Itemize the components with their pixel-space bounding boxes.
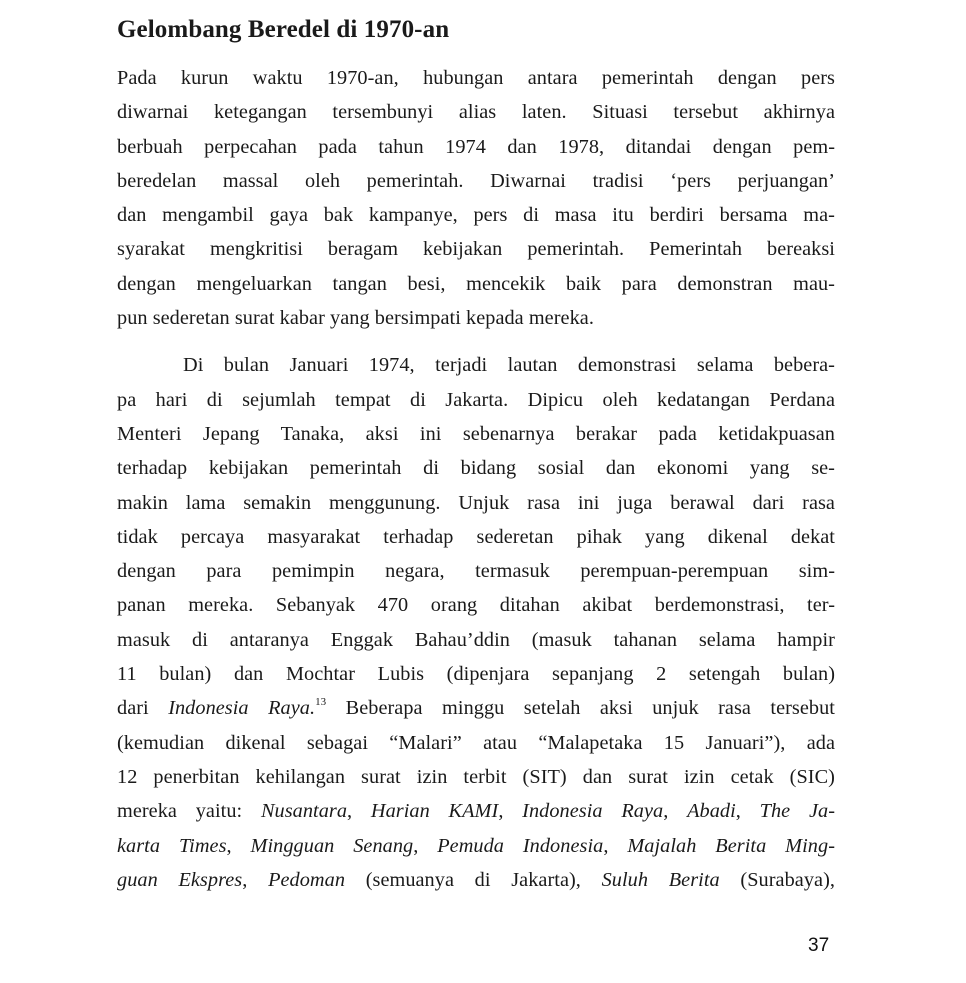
paragraph-2-line-9: masuk di antaranya Enggak Bahau’ddin (masuk tahanan selama hampir — [117, 628, 835, 651]
separator: , — [226, 834, 251, 857]
paragraph-1-line-5: dan mengambil gaya bak kampanye, pers di masa itu berdiri bersama ma- — [117, 204, 835, 227]
publication-title: Abadi — [687, 800, 736, 823]
separator: , — [735, 800, 760, 823]
paragraph-1 — [117, 61, 835, 335]
line-text: (semuanya di Jakarta), — [345, 868, 602, 891]
paragraph-2-line-13: 12 penerbitan kehilangan surat izin terbit (SIT) dan surat izin cetak (SIC) — [117, 765, 835, 788]
publication-title: Indonesia Raya — [522, 800, 664, 823]
paragraph-1-line-6: syarakat mengkritisi beragam kebijakan pemerintah. Pemerintah bereaksi — [117, 238, 835, 261]
publication-title: Indonesia Raya. — [168, 697, 316, 720]
paragraph-1-line-1: Pada kurun waktu 1970-an, hubungan antara pemerintah dengan pers — [117, 67, 835, 89]
paragraph-2-line-12: (kemudian dikenal sebagai “Malari” atau “Malapetaka 15 Januari”), ada — [117, 731, 835, 754]
paragraph-2-line-3: Menteri Jepang Tanaka, aksi ini sebenarnya berakar pada ketidakpuasan — [117, 422, 835, 445]
page-body — [117, 0, 835, 897]
paragraph-2-line-1: Di bulan Januari 1974, terjadi lautan demonstrasi selama bebera- — [183, 354, 835, 377]
line-text: dari — [117, 697, 169, 720]
paragraph-2-line-15 — [117, 829, 835, 863]
paragraph-2-line-16 — [117, 863, 835, 897]
line-text: mereka yaitu: — [117, 800, 261, 823]
publication-title: guan Ekspres — [117, 868, 243, 891]
footnote-marker: 13 — [315, 696, 327, 709]
publication-title: Harian KAMI — [370, 800, 499, 823]
paragraph-1-line-2: diwarnai ketegangan tersembunyi alias laten. Situasi tersebut akhirnya — [117, 101, 835, 124]
separator: , — [242, 868, 269, 891]
paragraph-2-line-8: panan mereka. Sebanyak 470 orang ditahan akibat berdemonstrasi, ter- — [117, 594, 835, 617]
separator: , — [663, 800, 688, 823]
paragraph-2-line-11 — [117, 691, 835, 725]
section-heading: Gelombang Beredel di 1970-an — [117, 16, 450, 43]
paragraph-2-line-10: 11 bulan) dan Mochtar Lubis (dipenjara sepanjang 2 setengah bulan) — [117, 663, 835, 686]
line-text: Beberapa minggu setelah aksi unjuk rasa tersebut — [326, 697, 835, 720]
line-text: (Surabaya), — [719, 868, 835, 891]
paragraph-1-line-3: berbuah perpecahan pada tahun 1974 dan 1978, ditandai dengan pem- — [117, 135, 835, 158]
paragraph-2-line-7: dengan para pemimpin negara, termasuk perempuan-perempuan sim- — [117, 560, 835, 583]
separator: , — [603, 834, 628, 857]
paragraph-1-line-8: pun sederetan surat kabar yang bersimpati kepada mereka. — [117, 307, 594, 330]
separator: , — [498, 800, 523, 823]
publication-title: Pedoman — [268, 868, 346, 891]
paragraph-2-line-14 — [117, 794, 835, 828]
publication-title: Suluh Berita — [601, 868, 720, 891]
paragraph-2-line-4: terhadap kebijakan pemerintah di bidang sosial dan ekonomi yang se- — [117, 457, 835, 480]
page-number: 37 — [808, 935, 830, 956]
paragraph-2 — [117, 348, 835, 897]
paragraph-1-line-4: beredelan massal oleh pemerintah. Diwarnai tradisi ‘pers perjuangan’ — [117, 169, 835, 192]
publication-title: Majalah Berita Ming- — [627, 834, 835, 857]
publication-title: Pemuda Indonesia — [437, 834, 604, 857]
paragraph-2-line-6: tidak percaya masyarakat terhadap sederetan pihak yang dikenal dekat — [117, 525, 835, 548]
publication-title: karta Times — [117, 834, 227, 857]
separator: , — [347, 800, 371, 823]
publication-title: Nusantara — [260, 800, 348, 823]
paragraph-2-line-5: makin lama semakin menggunung. Unjuk rasa ini juga berawal dari rasa — [117, 491, 835, 514]
publication-title: Mingguan Senang — [250, 834, 414, 857]
separator: , — [413, 834, 438, 857]
paragraph-2-line-2: pa hari di sejumlah tempat di Jakarta. Dipicu oleh kedatangan Perdana — [117, 388, 835, 411]
publication-title: The Ja- — [759, 800, 835, 823]
paragraph-1-line-7: dengan mengeluarkan tangan besi, mencekik baik para demonstran mau- — [117, 272, 835, 295]
